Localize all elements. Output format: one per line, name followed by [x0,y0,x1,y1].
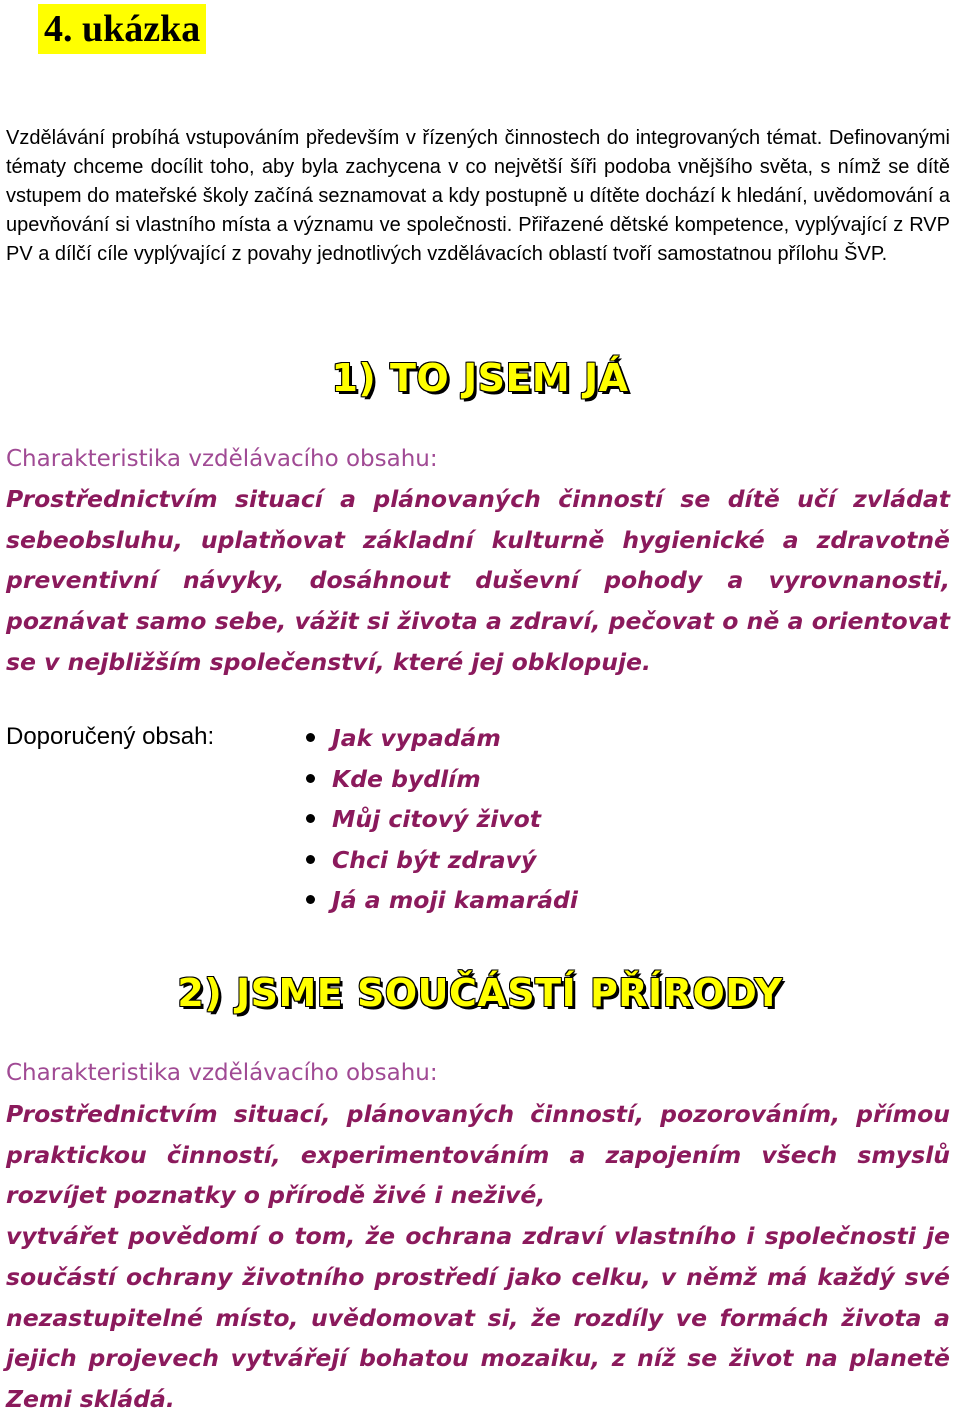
bullet-icon [306,814,315,823]
characteristics-paragraph: vytvářet povědomí o tom, že ochrana zdraví vlastního i společnosti je součástí ochrany životního prostředí jako celku, v němž má každý své nezastupitelné místo, uvědomovat si, že rozdíly ve formách života a jejich projevech vytvářejí bohatou mozaiku, z níž se život na planetě Zemi skládá. [6,1222,950,1413]
bullet-icon [306,855,315,864]
characteristics-text-1 [6,479,950,683]
section-heading-2: 2) JSME SOUČÁSTÍ PŘÍRODY [177,971,783,1015]
bullet-icon [306,774,315,783]
characteristics-text-2 [6,1094,950,1420]
document-title: 4. ukázka [38,4,206,54]
section-heading-1: 1) TO JSEM JÁ [331,356,629,400]
characteristics-label-2: Charakteristika vzdělávacího obsahu: [6,1060,438,1086]
list-item: Chci být zdravý [306,840,578,881]
list-item: Jak vypadám [306,718,578,759]
intro-paragraph: Vzdělávání probíhá vstupováním především v řízených činnostech do integrovaných témat. Definovanými tématy chceme docílit toho, aby byla zachycena v co největší šíři podoba vnějšího světa, s nímž se dítě vstupem do mateřské školy začíná seznamovat a kdy postupně u dítěte dochází k hledání, uvědomování a upevňování si vlastního místa a významu ve společnosti. Přiřazené dětské kompetence, vyplývající z RVP PV a dílčí cíle vyplývající z povahy jednotlivých vzdělávacích oblastí tvoří samostatnou přílohu ŠVP. [6,127,950,265]
characteristics-label-1: Charakteristika vzdělávacího obsahu: [6,446,438,472]
bullet-icon [306,733,315,742]
characteristics-paragraph: Prostřednictvím situací a plánovaných činností se dítě učí zvládat sebeobsluhu, uplatňovat základní kulturně hygienické a zdravotně preventivní návyky, dosáhnout duševní pohody a vyrovnanosti, poznávat samo sebe, vážit si života a zdraví, pečovat o ně a orientovat se v nejbližším společenství, které jej obklopuje. [6,485,950,676]
recommended-content-list [306,718,578,921]
list-item: Můj citový život [306,799,578,840]
list-item: Já a moji kamarádi [306,880,578,921]
characteristics-paragraph: Prostřednictvím situací, plánovaných činností, pozorováním, přímou praktickou činností, experimentováním a zapojením všech smyslů rozvíjet poznatky o přírodě živé i neživé, [6,1100,950,1210]
list-item: Kde bydlím [306,759,578,800]
recommended-content-label: Doporučený obsah: [6,723,215,750]
bullet-icon [306,895,315,904]
